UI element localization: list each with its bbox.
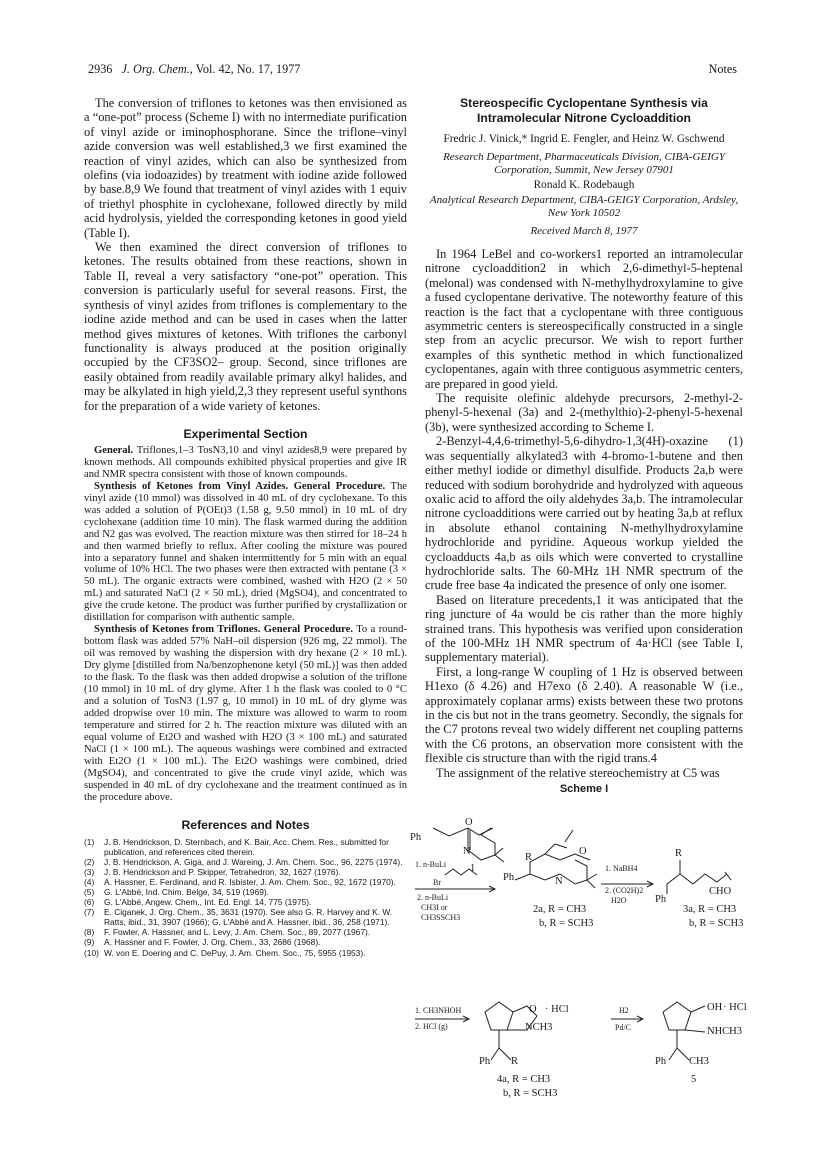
received-date: Received March 8, 1977 [530, 225, 638, 237]
journal-citation [88, 62, 300, 77]
compound-label: 3a, R = CH3 [683, 904, 737, 915]
atom-label: N [555, 876, 563, 887]
reference-number: (10) [84, 947, 99, 958]
reference-number: (5) [84, 887, 95, 897]
paragraph-run-in-head: Synthesis of Ketones from Triflones. General Procedure. [94, 624, 353, 636]
functional-group-label: NHCH3 [707, 1026, 743, 1037]
reference-number: (6) [84, 897, 95, 908]
author-list: Fredric J. Vinick,* Ingrid E. Fengler, and Heinz W. Gschwend [443, 133, 725, 145]
paragraph-text: Triflones,1–3 TosN3,10 and vinyl azides8,9 were prepared by known methods. All compounds exhibited physical properties and give IR and NMR spectra consistent with those of known compounds. [84, 444, 407, 480]
reference-number: (2) [84, 856, 95, 867]
body-paragraph: In 1964 LeBel and co-workers1 reported an intramolecular nitrone cycloaddition2 in which 2,6-dimethyl-5-heptenal (melonal) was condensed with N-methylhydroxylamine to give a fused cyclopentane derivative. The noteworthy feature of this reaction is the fact that a cyclopentane with three contiguous asymmetric centers is stereospecifically constructed in a single step from an acyclic precursor. We wish to report further examples of this synthetic method in which functionalized cyclopentanes, again with three contiguous asymmetric centers, are prepared in good yield. [425, 247, 743, 391]
compound-label: b, R = SCH3 [539, 918, 594, 929]
substituent-label: CH3 [689, 1056, 709, 1067]
reagent-label: H2O [611, 896, 627, 905]
substituent-label: R [511, 1056, 519, 1067]
reference-text: G. L'Abbé, Angew. Chem., Int. Ed. Engl. 14, 775 (1975). [104, 897, 312, 908]
reference-item [84, 907, 407, 927]
reference-item [84, 948, 407, 958]
compound-label: b, R = SCH3 [689, 918, 744, 929]
reference-item [84, 867, 407, 877]
substituent-label: Ph [655, 1056, 667, 1067]
substituent-label: Ph [655, 894, 667, 905]
reference-item [84, 857, 407, 867]
left-column [84, 96, 407, 958]
reagent-label: Br [433, 878, 441, 887]
second-author: Ronald K. Rodebaugh [533, 179, 635, 191]
paragraph-run-in-head: Synthesis of Ketones from Vinyl Azides. General Procedure. [94, 480, 386, 492]
compound-label: 4a, R = CH3 [497, 1074, 551, 1085]
paragraph-text: The vinyl azide (10 mmol) was dissolved in 40 mL of dry cyclohexane. To this was added a solution of P(OEt)3 (1.58 g, 9.50 mmol) in 10 mL of dry cyclohexane (addition time 10 min). The flask warmed during the addition and N2 gas was evolved. The reaction mixture was then stirred for 18–24 h and then warmed briefly to reflux. After cooling the mixture was poured into a separatory funnel and shaken intermittently for 5 min with an equal volume of 10% HCl. The two phases were then extracted with pentane (3 × 50 mL). The organic extracts were combined, washed with H2O (2 × 50 mL) and saturated NaCl (2 × 50 mL), dried (MgSO4), and concentrated to give the crude ketone. The product was further purified by crystallization or distillation for comparison with authentic sample. [84, 480, 407, 624]
journal-name: J. Org. Chem., [121, 62, 193, 76]
experimental-paragraph [84, 481, 407, 624]
intro-paragraph: We then examined the direct conversion of triflones to ketones. The results obtained from these reactions, shown in Table II, reveal a very satisfactory “one-pot” operation. This conversion is particularly useful for several reasons. First, the synthesis of vinyl azides from triflones is complementary to the iodine azide method and can be used in cases when the latter method gives mixtures of ketones. With triflones the carbonyl functionality is always produced at the position originally occupied by the CF3SO2– group. Second, since triflones are easily obtained from readily available primary alkyl halides, and may be alkylated in high yield,2,3 they represent useful synthons for the preparation of a wide variety of ketones. [84, 240, 407, 413]
reagent-label: H2 [619, 1006, 629, 1015]
scheme-drawing [405, 822, 750, 1122]
body-paragraph: First, a long-range W coupling of 1 Hz is observed between H1exo (δ 4.26) and H7exo (δ 2.40). A reasonable W (i.e., approximately coplanar arms) exists between these two protons in the cis but not in the trans geometry. Secondly, the signals for the C7 protons reveal two widely different net coupling patterns with the C6 protons, an observation more consistent with the flexible cis structure than with the rigid trans.4 [425, 664, 743, 766]
experimental-heading: Experimental Section [183, 426, 308, 441]
salt-label: · HCl [723, 1002, 747, 1013]
atom-label: N [463, 846, 471, 857]
reference-item [84, 897, 407, 907]
body-paragraph: Based on literature precedents,1 it was anticipated that the ring juncture of 4a would be cis rather than the more highly strained trans. This hypothesis was verified upon consideration of the 100-MHz 1H NMR spectrum of 4a·HCl (see Table I, supplementary material). [425, 592, 743, 665]
reagent-label: 2. (CO2H)2 [605, 886, 644, 895]
experimental-paragraph [84, 445, 407, 481]
atom-label: O [579, 846, 587, 857]
right-column [425, 96, 743, 795]
reference-text: J. B. Hendrickson and P. Skipper, Tetrahedron, 32, 1627 (1976). [104, 866, 341, 877]
reference-number: (8) [84, 927, 95, 938]
substituent-label: R [675, 848, 683, 859]
intro-paragraph: The conversion of triflones to ketones was then envisioned as a “one-pot” process (Scheme I) with no intermediate purification of vinyl azide or iminophosphorane. Since the triflone–vinyl azide conversion was well established,3 we first examined the reaction of vinyl azides, which can also be synthesized from olefins (via iodoazides) by treatment with iodine azide followed by base.8,9 We found that treatment of vinyl azides with 1 equiv of triethyl phosphite in cyclohexane, followed directly by mild acid hydrolysis, yielded the corresponding ketones in good yield (Table I). [84, 96, 407, 240]
reference-item [84, 877, 407, 887]
reference-number: (3) [84, 866, 95, 877]
functional-group-label: CHO [709, 886, 732, 897]
reagent-label: 1. CH3NHOH [415, 1006, 462, 1015]
reference-text: A. Hassner and F. Fowler, J. Org. Chem., 33, 2686 (1968). [104, 937, 321, 948]
page-number: 2936 [88, 62, 113, 76]
affiliation: Research Department, Pharmaceuticals Division, CIBA-GEIGY Corporation, Summit, New Jersey 07901 [443, 151, 725, 176]
reagent-label: 1. n-BuLi [415, 860, 447, 869]
reference-text: E. Ciganek, J. Org. Chem., 35, 3631 (1970). See also G. R. Harvey and K. W. Ratts, ibid., 31, 3907 (1966); G. L'Abbé and A. Hassner, ibid., 36, 258 (1971). [104, 907, 393, 928]
reference-text: W. von E. Doering and C. DePuy, J. Am. Chem. Soc., 75, 5955 (1953). [104, 947, 366, 958]
references-heading: References and Notes [181, 817, 310, 832]
functional-group-label: NCH3 [525, 1022, 553, 1033]
reference-item [84, 937, 407, 947]
journal-volume: Vol. 42, No. 17, 1977 [195, 62, 301, 76]
reagent-label: CH3I or [421, 903, 448, 912]
reference-number: (1) [84, 836, 95, 847]
reference-text: J. B. Hendrickson, A. Giga, and J. Wareing, J. Am. Chem. Soc., 96, 2275 (1974). [104, 856, 403, 867]
substituent-label: Ph [410, 832, 422, 843]
reagent-label: 2. n-BuLi [417, 893, 449, 902]
reference-item [84, 927, 407, 937]
compound-5-structure [663, 1002, 705, 1060]
article-title: Stereospecific Cyclopentane Synthesis via Intramolecular Nitrone Cycloaddition [460, 96, 708, 125]
atom-label: O [465, 817, 473, 828]
atom-label: O [529, 1004, 537, 1015]
reference-text: G. L'Abbé, Ind. Chim. Belge, 34, 519 (1969). [104, 887, 270, 897]
paragraph-text: To a round-bottom flask was added 57% NaH–oil dispersion (926 mg, 22 mmol). The oil was removed by washing the dispersion with dry hexane (2 × 10 mL). Dry glyme [distilled from Na/benzophenone ketyl (50 mL)] was then added to the flask. To the flask was then added dropwise a solution of the triflone (10 mmol) in 10 mL of dry glyme. After 1 h the flask was cooled to 0 °C and a solution of TosN3 (1.97 g, 10 mmol) in 10 mL of dry glyme was added dropwise over 10 min. The mixture was allowed to warm to room temperature and stirred for 2 h. The reaction mixture was diluted with an equal volume of Et2O and washed with H2O (3 × 100 mL) and saturated NaCl (1 × 100 mL). The aqueous washings were combined and extracted with Et2O (1 × 100 mL). The Et2O washings were combined, dried (MgSO4), and concentrated to give the crude vinyl azide, which was suspended in 40 mL of dry cyclohexane and the treatment continued as in the procedure above. [84, 624, 407, 803]
experimental-paragraph [84, 624, 407, 803]
scheme-figure [405, 817, 750, 1122]
functional-group-label: OH [707, 1002, 723, 1013]
substituent-label: R [525, 852, 533, 863]
affiliation: Analytical Research Department, CIBA-GEIGY Corporation, Ardsley, New York 10502 [429, 194, 739, 219]
reference-item [84, 837, 407, 857]
reagent-label: CH3SSCH3 [421, 913, 461, 922]
body-paragraph: The assignment of the relative stereochemistry at C5 was [436, 765, 720, 780]
reagent-label: 2. HCl (g) [415, 1022, 448, 1031]
reference-item [84, 887, 407, 897]
reference-text: J. B. Hendrickson, D. Sternbach, and K. Bair, Acc. Chem. Res., submitted for publication, and references cited therein. [104, 836, 389, 857]
compound-number: 5 [691, 1074, 697, 1085]
reagent-label: 1. NaBH4 [605, 864, 638, 873]
reference-number: (9) [84, 937, 95, 948]
section-name: Notes [708, 62, 737, 76]
compound-number: 1 [470, 863, 476, 874]
paragraph-run-in-head: General. [94, 444, 134, 456]
substituent-label: Ph [479, 1056, 491, 1067]
compound-label: b, R = SCH3 [503, 1088, 558, 1099]
reference-text: F. Fowler, A. Hassner, and L. Levy, J. Am. Chem. Soc., 89, 2077 (1967). [104, 927, 371, 938]
reference-text: A. Hassner, E. Ferdinand, and R. Isbister, J. Am. Chem. Soc., 92, 1672 (1970). [104, 876, 396, 887]
page-header [88, 62, 737, 82]
compound-label: 2a, R = CH3 [533, 904, 587, 915]
body-paragraph: 2-Benzyl-4,4,6-trimethyl-5,6-dihydro-1,3(4H)-oxazine (1) was sequentially alkylated3 with 4-bromo-1-butene and then either methyl iodide or dimethyl disulfide. Products 2a,b were reduced with sodium borohydride and hydrolyzed with aqueous oxalic acid to afford the oily aldehydes 3a,b. The intramolecular nitrone cycloadditions were carried out by heating 3a,b at reflux in absolute ethanol containing N-methylhydroxylamine hydrochloride and pyridine. Aqueous workup yielded the cycloadducts 4a,b as oils which were converted to crystalline hydrochloride salts. The 60-MHz 1H NMR spectrum of the crude free base 4a indicated the presence of only one isomer. [425, 434, 743, 593]
reagent-label: Pd/C [615, 1023, 632, 1032]
salt-label: · HCl [545, 1004, 569, 1015]
scheme-label: Scheme I [559, 783, 609, 796]
references-list [84, 837, 407, 958]
reference-number: (4) [84, 876, 95, 887]
reference-number: (7) [84, 907, 95, 918]
substituent-label: Ph [503, 872, 515, 883]
body-paragraph: The requisite olefinic aldehyde precursors, 2-methyl-2-phenyl-5-hexenal (3a) and 2-(methylthio)-2-phenyl-5-hexenal (3b), were synthesized according to Scheme I. [425, 391, 743, 434]
